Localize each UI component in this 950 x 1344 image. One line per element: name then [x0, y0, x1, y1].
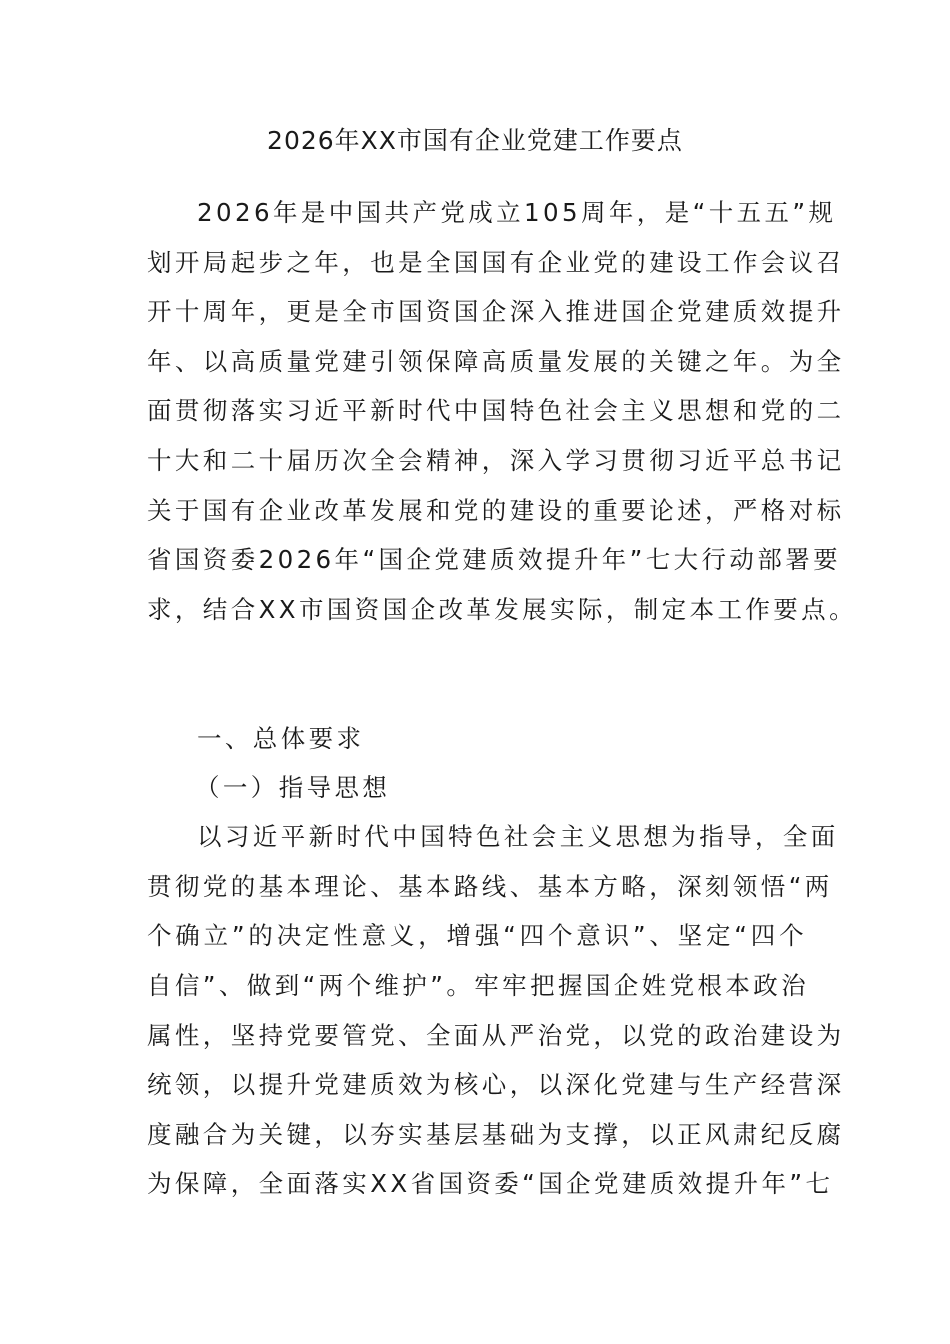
- paragraph-line: 关于国有企业改革发展和党的建设的重要论述，严格对标: [147, 495, 845, 525]
- paragraph-line: 2026年是中国共产党成立105周年，是“十五五”规: [197, 198, 837, 227]
- guiding-thought-paragraph: [147, 812, 845, 1209]
- intro-paragraph: [147, 188, 857, 634]
- paragraph-line: 划开局起步之年，也是全国国有企业党的建设工作会议召: [147, 247, 845, 277]
- paragraph-line: 度融合为关键，以夯实基层基础为支撑，以正风肃纪反腐: [147, 1119, 845, 1149]
- paragraph-line: 省国资委2026年“国企党建质效提升年”七大行动部署要: [147, 545, 842, 575]
- paragraph-line: 贯彻党的基本理论、基本路线、基本方略，深刻领悟“两: [147, 871, 833, 901]
- section-heading: 一、总体要求: [197, 724, 365, 753]
- paragraph-line: 统领，以提升党建质效为核心，以深化党建与生产经营深: [147, 1070, 845, 1100]
- section-general-requirements: [147, 714, 845, 1209]
- subsection-heading: （一）指导思想: [195, 772, 391, 802]
- paragraph-line: 十大和二十届历次全会精神，深入学习贯彻习近平总书记: [147, 445, 845, 475]
- paragraph-line: 为保障，全面落实XX省国资委“国企党建质效提升年”七: [147, 1169, 834, 1199]
- paragraph-line: 自信”、做到“两个维护”。牢牢把握国企姓党根本政治: [147, 970, 810, 1000]
- paragraph-line: 属性，坚持党要管党、全面从严治党，以党的政治建设为: [147, 1020, 845, 1050]
- paragraph-line: 开十周年，更是全市国资国企深入推进国企党建质效提升: [147, 297, 845, 327]
- paragraph-line: 以习近平新时代中国特色社会主义思想为指导，全面: [197, 822, 839, 852]
- paragraph-line: 面贯彻落实习近平新时代中国特色社会主义思想和党的二: [147, 396, 845, 426]
- paragraph-line: 求，结合XX市国资国企改革发展实际，制定本工作要点。: [147, 594, 857, 624]
- paragraph-line: 个确立”的决定性意义，增强“四个意识”、坚定“四个: [147, 921, 807, 951]
- document-title: 2026年XX市国有企业党建工作要点: [267, 126, 683, 155]
- paragraph-line: 年、以高质量党建引领保障高质量发展的关键之年。为全: [147, 346, 845, 376]
